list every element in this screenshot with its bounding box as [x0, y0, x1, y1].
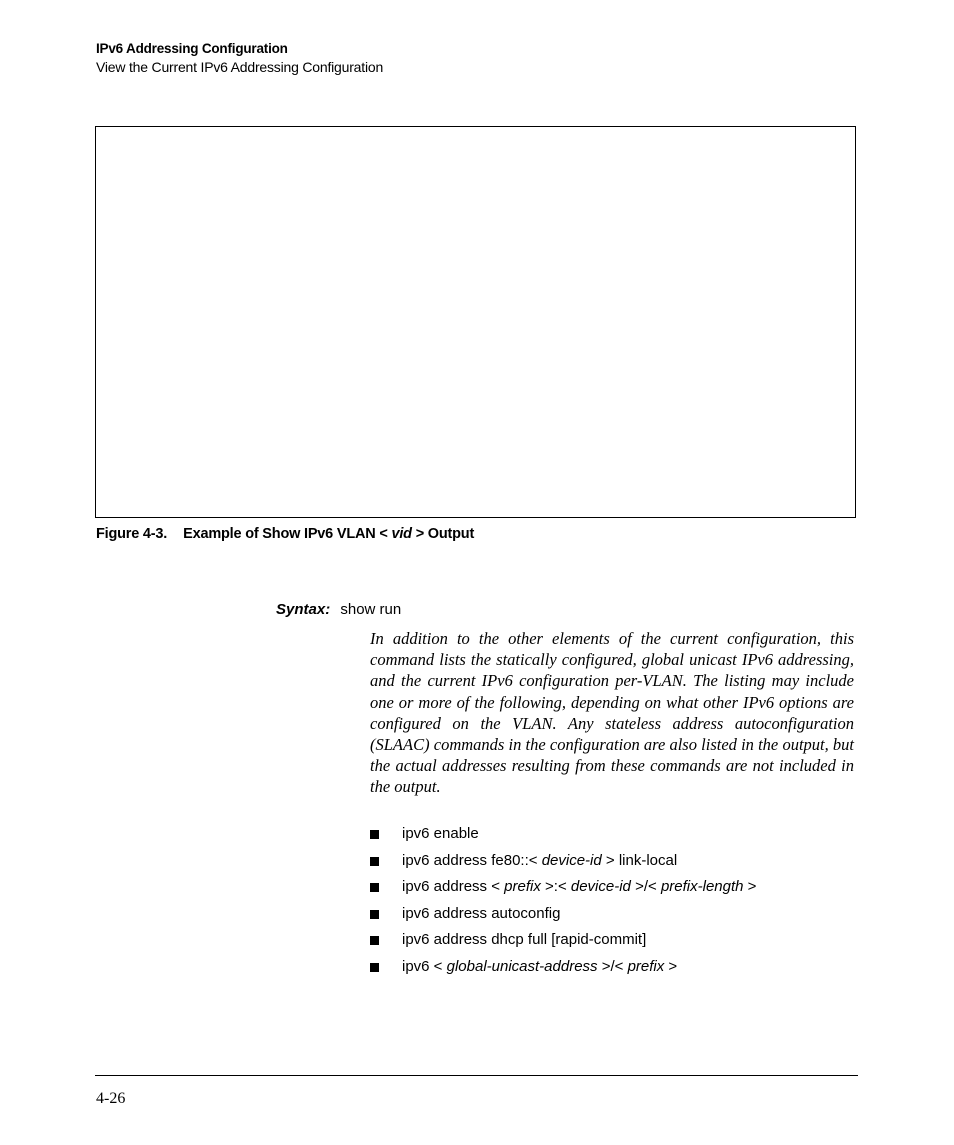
list-item — [370, 824, 756, 851]
list-item-text: > link-local — [601, 851, 678, 869]
list-item-param: prefix-length — [660, 878, 744, 895]
list-item-text: ipv6 < — [402, 957, 447, 975]
list-item-param: prefix — [504, 878, 541, 895]
list-item-text: ipv6 address < — [402, 878, 505, 895]
list-item-text: >/< — [630, 878, 661, 895]
figure-caption — [96, 526, 474, 542]
list-item-param: device-id — [570, 878, 631, 895]
page-number: 4-26 — [96, 1090, 126, 1107]
list-item-text: > — [664, 957, 678, 975]
bullet-square-icon — [370, 857, 379, 866]
footer-rule — [95, 1075, 858, 1076]
figure-label: Figure 4-3. — [96, 526, 168, 542]
figure-caption-prefix: Example of Show IPv6 VLAN < — [183, 526, 388, 542]
list-item-param: prefix — [627, 957, 665, 975]
syntax-line — [276, 601, 401, 618]
list-item-text: ipv6 address fe80::< — [402, 851, 542, 869]
bullet-square-icon — [370, 910, 379, 919]
bullet-square-icon — [370, 963, 379, 972]
list-item — [370, 851, 756, 878]
list-item-text: ipv6 address dhcp full [rapid-commit] — [402, 931, 647, 948]
figure-frame — [95, 126, 856, 518]
list-item-text: >:< — [540, 878, 571, 895]
list-item — [370, 930, 756, 957]
section-title: View the Current IPv6 Addressing Configuration — [96, 59, 384, 75]
list-item — [370, 904, 756, 931]
option-list — [370, 824, 756, 983]
chapter-title: IPv6 Addressing Configuration — [96, 41, 288, 56]
list-item — [370, 957, 756, 984]
figure-caption-param: vid — [391, 526, 412, 542]
list-item-param: device-id — [541, 851, 602, 869]
command-description: In addition to the other elements of the current configuration, this command lists the statically configured, global unicast IPv6 addressing, and the current IPv6 configuration per-VLAN. The listing may include one or more of the following, depending on what other IPv6 options are configured on the VLAN. Any stateless address autoconfiguration (SLAAC) commands in the configuration are also listed in the output, but the actual addresses resulting from these commands are not included in the output. — [370, 629, 854, 797]
bullet-square-icon — [370, 830, 379, 839]
syntax-command: show run — [340, 601, 402, 618]
list-item-text: ipv6 enable — [402, 825, 479, 842]
list-item-text: >/< — [597, 957, 628, 975]
list-item — [370, 877, 756, 904]
list-item-text: > — [743, 878, 757, 895]
list-item-text: ipv6 address autoconfig — [402, 904, 561, 922]
bullet-square-icon — [370, 936, 379, 945]
syntax-label: Syntax: — [276, 601, 331, 618]
bullet-square-icon — [370, 883, 379, 892]
figure-caption-suffix: > Output — [415, 526, 475, 542]
list-item-param: global-unicast-address — [446, 957, 598, 975]
